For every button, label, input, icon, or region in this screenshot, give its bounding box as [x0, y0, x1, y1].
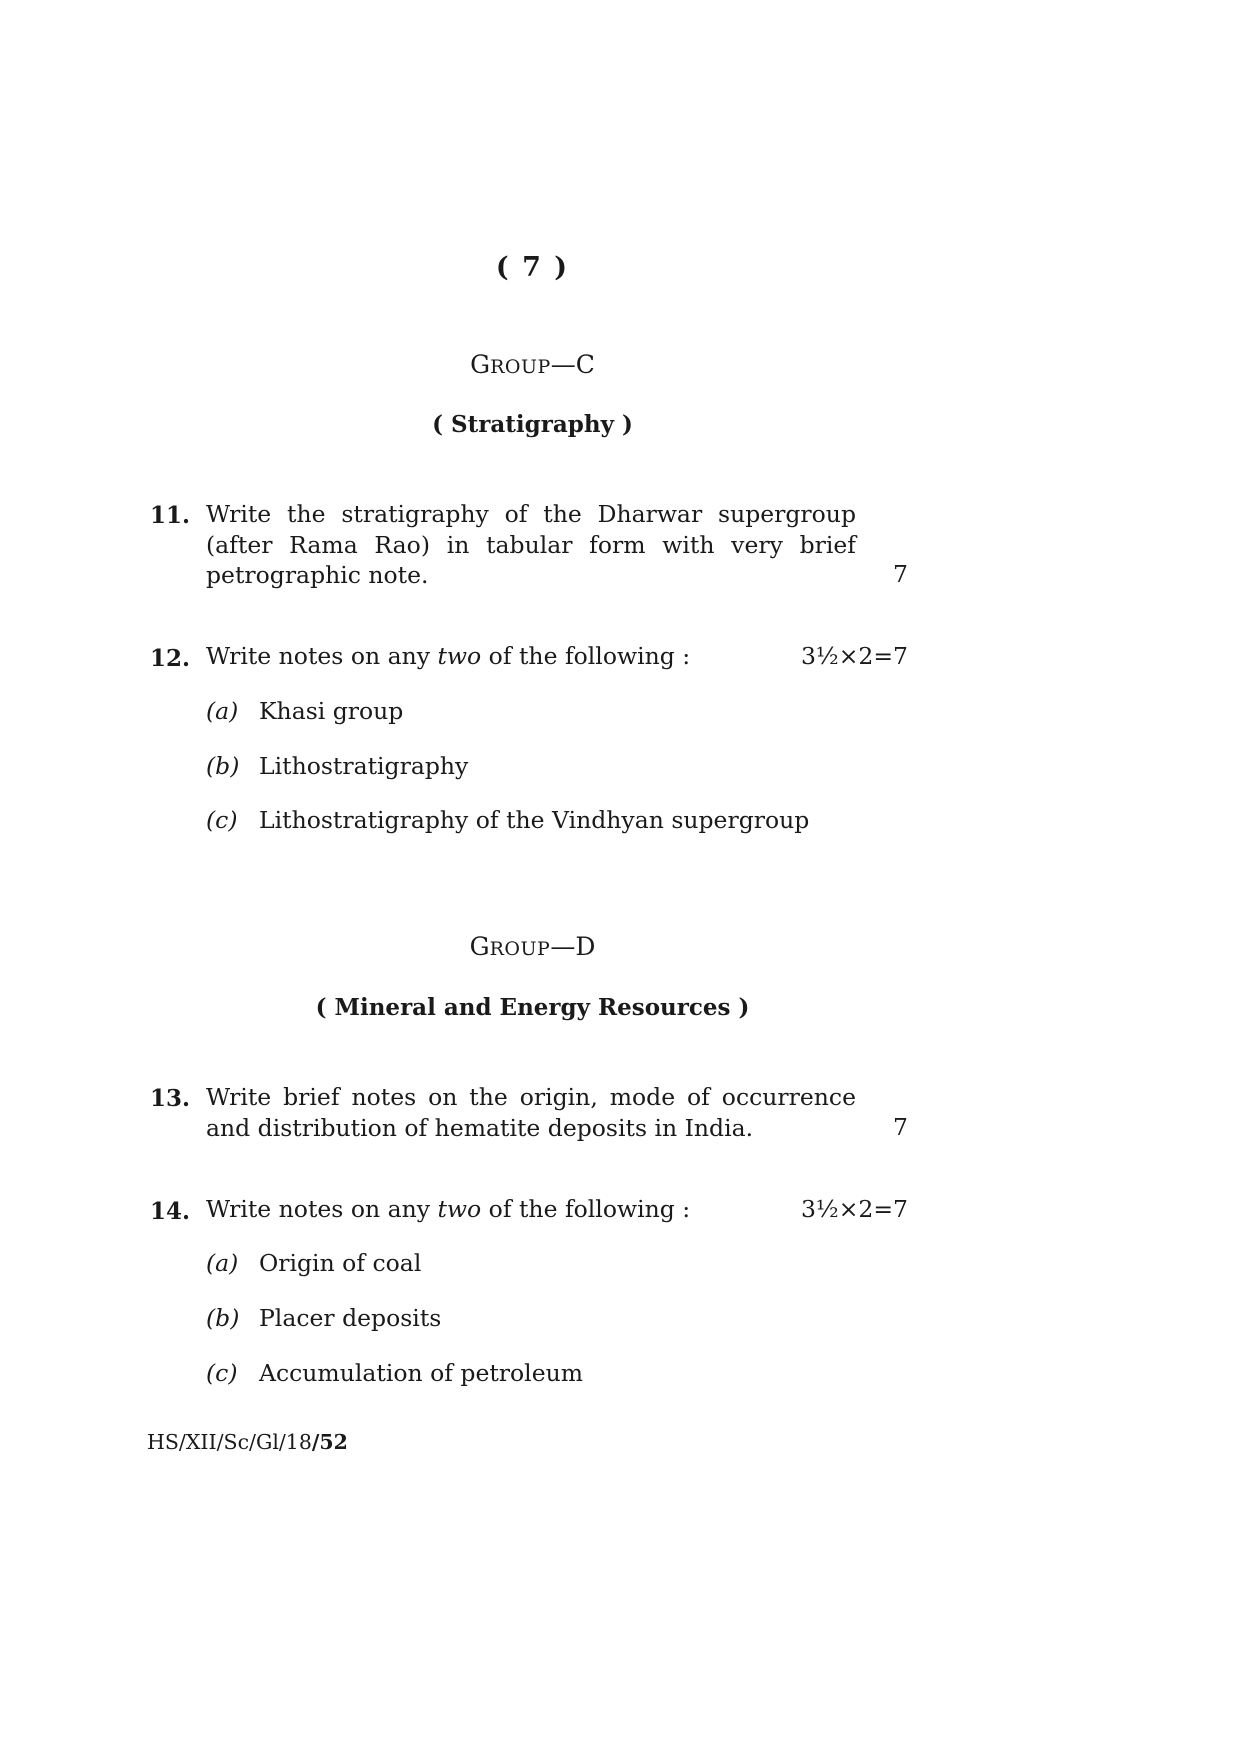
question-number-11: 11. [150, 502, 191, 529]
question-number-13: 13. [150, 1085, 191, 1112]
option-text: Placer deposits [259, 1304, 442, 1332]
question-11-text: Write the stratigraphy of the Dharwar supergroup (after Rama Rao) in tabular form with very brief petrographic note. [206, 500, 856, 589]
question-13-text: Write brief notes on the origin, mode of occurrence and distribution of hematite deposits in India. [206, 1083, 856, 1142]
group-c-heading: GROUP—C [470, 350, 595, 379]
option-label: (a) [206, 697, 239, 725]
option-label: (b) [206, 752, 240, 780]
question-12-text: Write notes on any two of the following : [206, 642, 691, 670]
question-number-12: 12. [150, 645, 191, 672]
option-label: (c) [206, 806, 238, 834]
section-title-mineral-energy: ( Mineral and Energy Resources ) [315, 994, 750, 1021]
question-13-marks: 7 [893, 1113, 908, 1141]
option-text: Accumulation of petroleum [259, 1359, 584, 1387]
question-11-marks: 7 [893, 560, 908, 588]
group-d-heading: GROUP—D [469, 932, 596, 961]
option-text: Origin of coal [259, 1249, 422, 1277]
option-text: Khasi group [259, 697, 404, 725]
option-label: (a) [206, 1249, 239, 1277]
footer-code: HS/XII/Sc/Gl/18/52 [147, 1430, 348, 1454]
question-14-marks: 3½×2=7 [800, 1195, 908, 1223]
section-title-stratigraphy: ( Stratigraphy ) [432, 411, 633, 438]
page-number: ( 7 ) [495, 252, 570, 283]
option-label: (b) [206, 1304, 240, 1332]
question-12-marks: 3½×2=7 [800, 642, 908, 670]
option-label: (c) [206, 1359, 238, 1387]
question-14-text: Write notes on any two of the following : [206, 1195, 691, 1223]
option-text: Lithostratigraphy [259, 752, 469, 780]
question-number-14: 14. [150, 1198, 191, 1225]
option-text: Lithostratigraphy of the Vindhyan supergroup [259, 806, 810, 834]
